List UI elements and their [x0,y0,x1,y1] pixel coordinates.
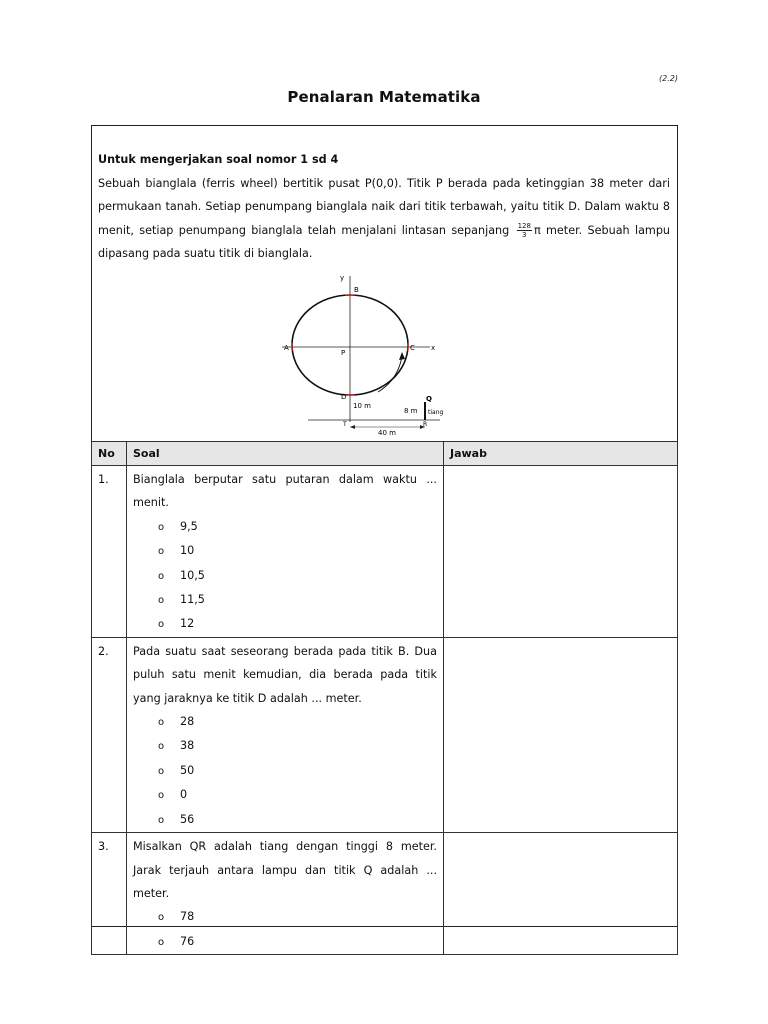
option-item: o 10 [133,539,437,563]
option-item: o 9,5 [133,515,437,539]
table-row [92,637,678,832]
option-item: o 28 [133,710,437,734]
label-q: Q [426,395,432,403]
option-item: o 10,5 [133,564,437,588]
intro-text-2: meter. Sebuah lampu dipasang pada suatu titik di bianglala. [98,223,671,261]
fraction-denominator: 3 [522,231,527,240]
label-r: R [423,421,428,428]
label-tiang: tiang [428,409,444,416]
option-item: o 76 [133,930,437,954]
bullet-icon: o [158,546,165,558]
bullet-icon: o [158,936,165,948]
option-item: o 78 [133,905,437,929]
option-item: o 0 [133,783,437,807]
pi-symbol: π [533,223,541,237]
label-c: C [410,344,415,352]
intro-text-1: Sebuah bianglala (ferris wheel) bertitik pusat P(0,0). Titik P berada pada ketinggian 38 meter dari permukaan tanah. Setiap penumpang bianglala naik dari titik terbawah, yaitu titik D. Dalam waktu 8 menit, setiap penumpang bianglala telah menjalani lintasan sepanjang [98,176,670,237]
label-t: T [343,421,347,428]
question-cell [127,466,444,638]
bullet-icon: o [158,521,165,533]
fraction [517,222,532,239]
question-number: 3. [92,833,127,955]
answer-cell[interactable] [444,637,678,832]
bullet-icon: o [158,717,165,729]
answer-cell[interactable] [444,466,678,638]
intro-heading: Untuk mengerjakan soal nomor 1 sd 4 [98,153,339,166]
bullet-icon: o [158,814,165,826]
label-8m: 8 m [404,407,418,415]
option-item: o 50 [133,759,437,783]
bullet-icon: o [158,912,165,924]
label-d: D [341,393,347,401]
bullet-icon: o [158,570,165,582]
question-text: Pada suatu saat seseorang berada pada titik B. Dua puluh satu menit kemudian, dia berada pada titik yang jaraknya ke titik D adalah ... meter. [133,644,437,705]
question-number: 2. [92,637,127,832]
question-text: Bianglala berputar satu putaran dalam waktu ... menit. [133,473,437,510]
bullet-icon: o [158,741,165,753]
question-number: 1. [92,466,127,638]
label-40m: 40 m [378,429,396,437]
question-cell [127,637,444,832]
header-jawab: Jawab [444,442,678,466]
table-header-row [92,442,678,466]
bullet-icon: o [158,619,165,631]
arrow-head [399,352,405,360]
question-cell [127,833,444,955]
label-b: B [354,286,359,294]
header-no: No [92,442,127,466]
fraction-numerator: 128 [517,222,531,231]
content-frame [91,125,678,948]
option-item: o 38 [133,734,437,758]
answer-cell[interactable] [444,833,678,955]
page-reference: (2.2) [659,74,678,83]
ferris-wheel-diagram [280,272,444,437]
option-item: o 11,5 [133,588,437,612]
option-item: o 12 [133,612,437,636]
intro-text [98,148,670,266]
question-text: Misalkan QR adalah tiang dengan tinggi 8 meter. Jarak terjauh antara lampu dan titik Q adalah ... meter. [133,840,437,900]
label-y: y [340,274,345,282]
label-a: A [284,344,289,352]
option-item: o 56 [133,808,437,832]
page-title: Penalaran Matematika [287,88,481,106]
header-soal: Soal [127,442,444,466]
bullet-icon: o [158,765,165,777]
table-row [92,833,678,955]
bullet-icon: o [158,595,165,607]
bullet-icon: o [158,790,165,802]
table-row [92,466,678,638]
label-p: P [341,349,346,357]
label-10m: 10 m [353,402,371,410]
label-x: x [431,344,436,352]
question-table [91,441,678,955]
